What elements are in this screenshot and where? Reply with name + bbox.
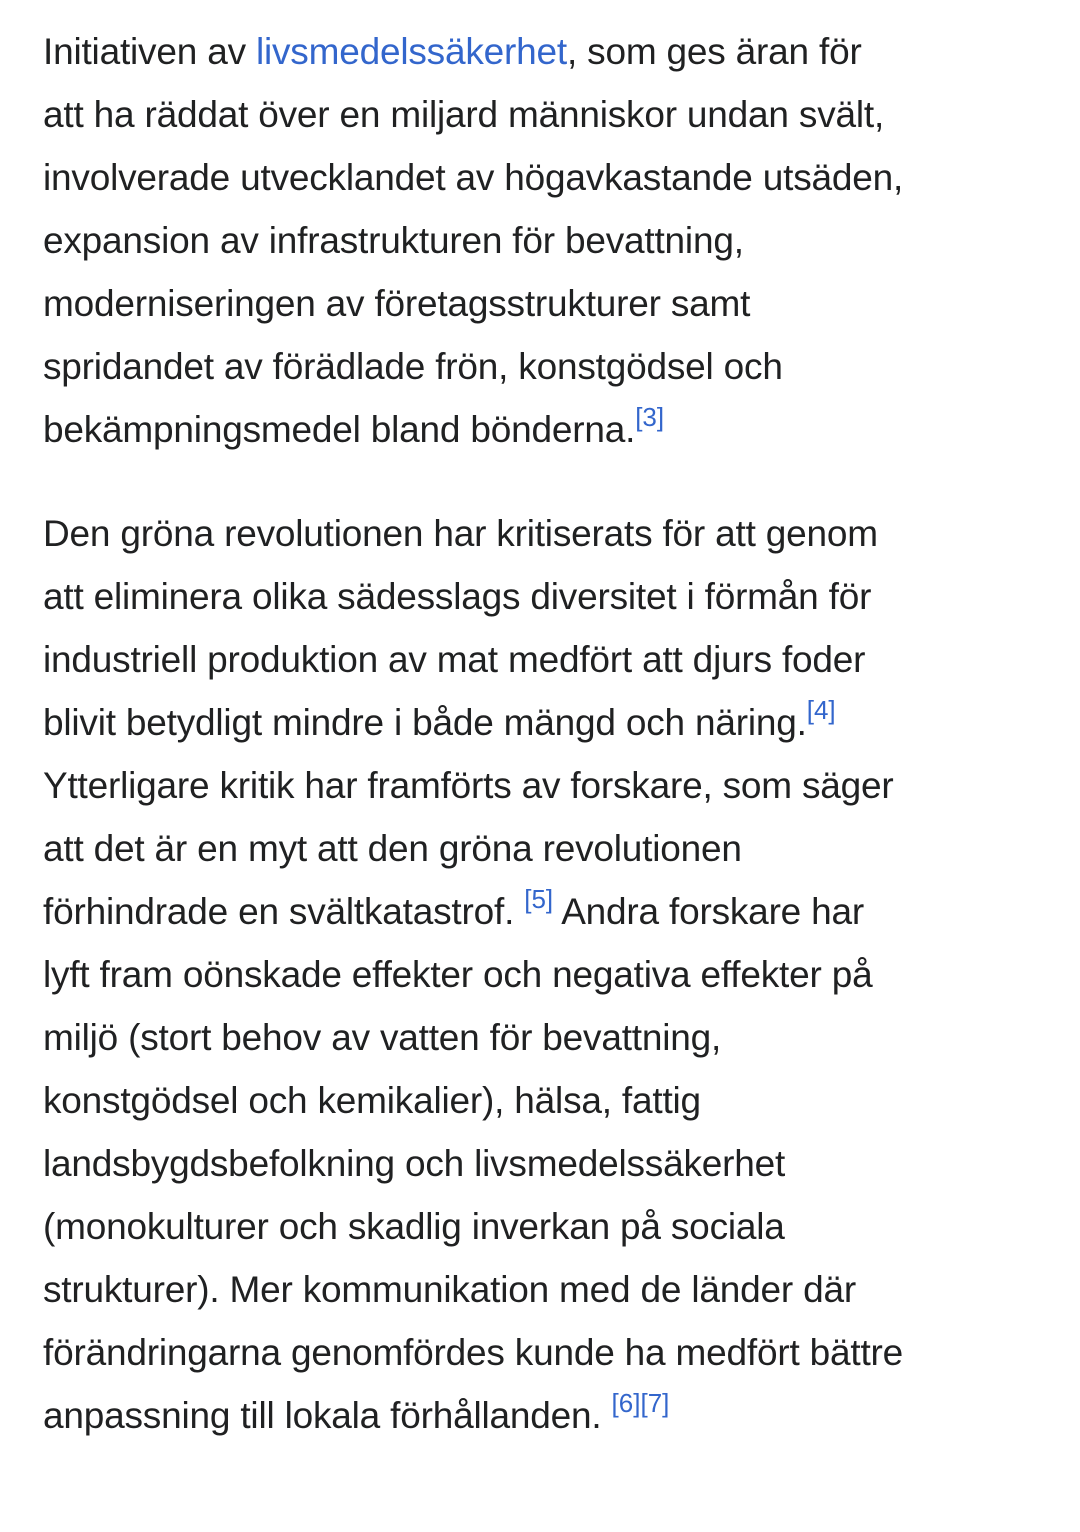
reference-5[interactable]: [5]: [524, 884, 554, 914]
text-line: lyft fram oönskade effekter och negativa effekter på: [43, 954, 873, 995]
text-line: Ytterligare kritik har framförts av forskare, som säger: [43, 765, 894, 806]
text-line: (monokulturer och skadlig inverkan på sociala: [43, 1206, 785, 1247]
text-line: expansion av infrastrukturen för bevattning,: [43, 220, 744, 261]
text-line: Den gröna revolutionen har kritiserats för att genom: [43, 513, 878, 554]
text-line: konstgödsel och kemikalier), hälsa, fattig: [43, 1080, 701, 1121]
reference-4[interactable]: [4]: [806, 695, 836, 725]
paragraph-criticism: [43, 502, 1038, 1447]
link-livsmedelssakerhet[interactable]: livsmedelssäkerhet: [255, 31, 567, 72]
text-segment: förhindrade en svältkatastrof.: [43, 891, 525, 932]
text-line: [43, 398, 1038, 461]
reference-7[interactable]: [7]: [640, 1388, 670, 1418]
text-line: [43, 1384, 1038, 1447]
text-segment: Initiativen av: [43, 31, 256, 72]
paragraph-food-security: [43, 20, 1038, 461]
text-line: strukturer). Mer kommunikation med de länder där: [43, 1269, 856, 1310]
reference-6[interactable]: [6]: [611, 1388, 641, 1418]
text-segment: , som ges äran för: [566, 31, 862, 72]
text-segment: bekämpningsmedel bland bönderna.: [43, 409, 636, 450]
text-line: landsbygdsbefolkning och livsmedelssäkerhet: [43, 1143, 786, 1184]
text-line: involverade utvecklandet av högavkastande utsäden,: [43, 157, 904, 198]
text-line: [43, 20, 1038, 83]
text-line: att det är en myt att den gröna revolutionen: [43, 828, 742, 869]
text-line: moderniseringen av företagsstrukturer samt: [43, 283, 751, 324]
text-segment: anpassning till lokala förhållanden.: [43, 1395, 612, 1436]
text-segment: Andra forskare har: [553, 891, 865, 932]
text-line: att ha räddat över en miljard människor undan svält,: [43, 94, 885, 135]
text-segment: blivit betydligt mindre i både mängd och näring.: [43, 702, 807, 743]
text-line: förändringarna genomfördes kunde ha medfört bättre: [43, 1332, 904, 1373]
reference-3[interactable]: [3]: [635, 402, 665, 432]
text-line: industriell produktion av mat medfört att djurs foder: [43, 639, 866, 680]
text-line: [43, 880, 1038, 943]
text-line: [43, 691, 1038, 754]
text-line: miljö (stort behov av vatten för bevattning,: [43, 1017, 722, 1058]
text-line: spridandet av förädlade frön, konstgödsel och: [43, 346, 783, 387]
text-line: att eliminera olika sädesslags diversitet i förmån för: [43, 576, 872, 617]
